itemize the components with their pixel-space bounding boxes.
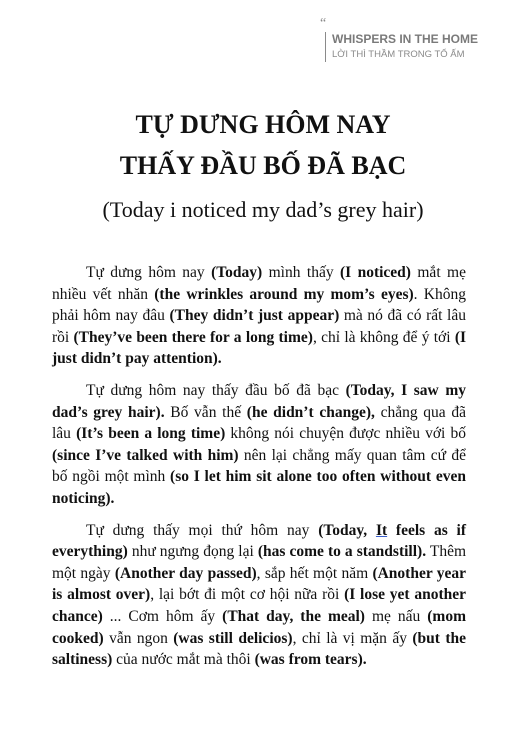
text-run: Tự dưng hôm nay thấy đầu bố đã bạc: [86, 381, 346, 399]
page-header: [318, 16, 508, 66]
header-subtitle: LỜI THÌ THẦM TRONG TỔ ẤM: [332, 49, 465, 60]
text-run: mẹ nấu: [364, 607, 428, 625]
text-run: Thêm một ngày: [52, 543, 467, 582]
english-gloss: (mom cooked): [52, 607, 467, 647]
english-gloss: (but the saltiness): [52, 629, 467, 669]
text-run: mà nó đã có rất lâu rồi: [52, 307, 466, 346]
text-run: Tự dưng thấy mọi thứ hôm nay: [86, 521, 319, 539]
text-run: Bố vẫn thế: [164, 403, 247, 421]
english-gloss: It: [375, 521, 388, 539]
text-run: như ngưng đọng lại: [127, 543, 258, 561]
english-gloss: (They didn’t just appear): [169, 307, 340, 325]
text-run: . Không phải hôm nay đâu: [52, 285, 466, 325]
paragraph-3: [52, 520, 466, 671]
paragraph-1: [52, 262, 466, 370]
title-english: (Today i noticed my dad’s grey hair): [102, 197, 424, 222]
header-title: WHISPERS IN THE HOME: [332, 32, 479, 46]
text-run: , chỉ là không để ý tới: [312, 328, 455, 346]
english-gloss: (I lose yet another chance): [52, 586, 467, 625]
english-gloss: (They’ve been there for a long time): [73, 328, 313, 346]
text-run: không nói chuyện được nhiều với bố: [225, 425, 467, 443]
text-run: ... Cơm hôm ấy: [102, 607, 223, 625]
english-gloss: (I just didn’t pay attention).: [52, 328, 467, 368]
text-run: , sắp hết một năm: [256, 564, 373, 582]
title-line-2: THẤY ĐẦU BỐ ĐÃ BẠC: [119, 151, 407, 180]
english-gloss: (the wrinkles around my mom’s eyes): [154, 285, 414, 303]
english-gloss: (Today): [211, 264, 263, 281]
english-gloss: (was still delicios): [173, 629, 293, 647]
english-gloss: (Another day passed): [114, 564, 257, 582]
english-gloss: feels as if everything): [52, 521, 466, 561]
article-body: [52, 262, 466, 671]
paragraph-2: [52, 380, 466, 510]
english-gloss: (It’s been a long time): [76, 425, 226, 443]
english-gloss: (That day, the meal): [222, 607, 365, 625]
text-run: Tự dưng hôm nay: [86, 264, 212, 281]
text-run: mình thấy: [262, 264, 340, 281]
text-run: của nước mắt mà thôi: [112, 651, 255, 669]
english-gloss: (Today, I saw my dad’s grey hair).: [52, 381, 466, 421]
text-run: chẳng qua đã lâu: [52, 403, 466, 443]
english-gloss: (I noticed): [339, 264, 411, 281]
english-gloss: (he didn’t change),: [246, 403, 375, 421]
text-run: mắt mẹ nhiều vết nhăn: [52, 264, 466, 303]
text-run: vẫn ngon: [103, 629, 174, 647]
header-divider: [325, 32, 326, 62]
english-gloss: (since I’ve talked with him): [52, 446, 239, 464]
text-run: , chỉ là vị mặn ấy: [292, 629, 413, 647]
english-gloss: (was from tears).: [254, 651, 367, 669]
english-gloss: (Today,: [318, 521, 376, 539]
english-gloss: (has come to a standstill).: [257, 543, 427, 561]
text-run: , lại bớt đi một cơ hội nữa rồi: [150, 586, 345, 604]
quote-mark-icon: “: [320, 16, 327, 31]
english-gloss: (so I let him sit alone too often without even noticing).: [52, 468, 466, 507]
title-line-1: TỰ DƯNG HÔM NAY: [135, 110, 391, 139]
english-gloss: (Another year is almost over): [52, 564, 467, 604]
text-run: nên lại chẳng mấy quan tâm cứ để bố ngồi một mình: [52, 446, 467, 486]
